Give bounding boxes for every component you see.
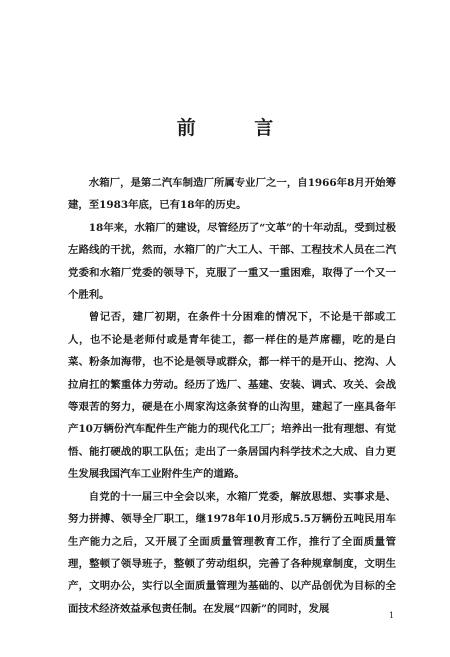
paragraph-4: 自党的十一届三中全会以来，水箱厂党委，解放思想、实事求是、努力拼搏、领导全厂职工，继1978年10月形成5.5万辆份五吨民用车生产能力之后，又开展了全面质量管理教育工作，推行了全面质量管理，整顿了领导班子，整顿了劳动组织，完善了各种规章制度，文明生产，文明办公，实行以全面质量管理为基础的、以产品创优为目标的全面技术经济效益承包责任制。在发展“四新”的同时，发展 xyxy=(68,490,396,615)
paragraph-3: 曾记否，建厂初期，在条件十分困难的情况下，不论是干部或工人，也不论是老师付或是青年徒工，都一样住的是芦席棚，吃的是白菜、粉条加海带，也不论是领导或群众，都一样干的是开山、挖沟、人拉肩扛的繁重体力劳动。经历了选厂、基建、安装、调式、攻关、会战等艰苦的努力，硬是在小周家沟这条贫脊的山沟里，建起了一座具备年产10万辆份汽车配件生产能力的现代化工厂；培养出一批有理想、有觉悟、能打硬战的职工队伍；走出了一条居国内科学技术之大成、自力更生发展我国汽车工业附件生产的道路。 xyxy=(68,311,396,481)
body-text xyxy=(68,172,396,620)
paragraph-1: 水箱厂，是第二汽车制造厂所属专业厂之一，自1966年8月开始筹建，至1983年底，已有18年的历史。 xyxy=(68,177,396,212)
paragraph-2: 18年来，水箱厂的建设，尽管经历了“文革”的十年动乱，受到过极左路线的干扰，然而，水箱厂的广大工人、干部、工程技术人员在二汽党委和水箱厂党委的领导下，克服了一重又一重困难，取得了一个又一个胜利。 xyxy=(68,221,396,302)
page-number: 1 xyxy=(389,611,395,620)
page-title: 前 言 xyxy=(176,117,300,139)
